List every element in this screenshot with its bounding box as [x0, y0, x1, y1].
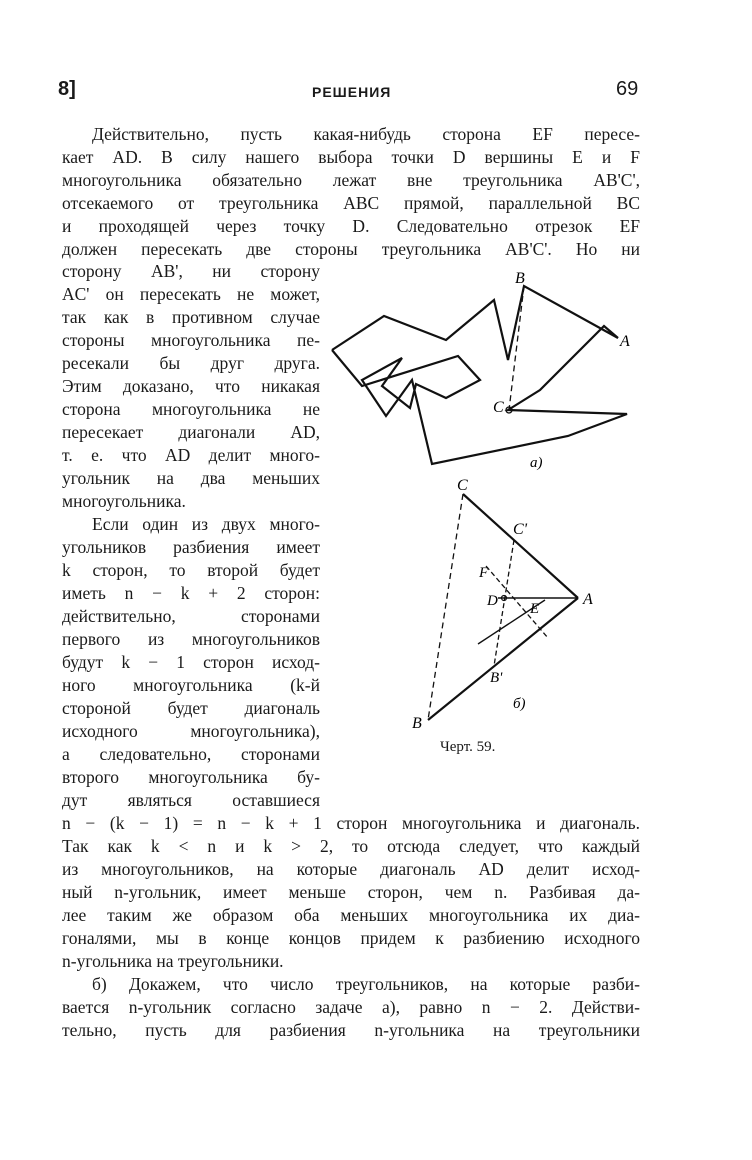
section-number: 8] — [58, 78, 76, 100]
text-line: k сторон, то второй будет — [62, 560, 320, 580]
text-line: n-угольника на треугольники. — [62, 951, 284, 971]
side-ab — [428, 598, 578, 720]
label-b-C-prime: C' — [513, 521, 528, 538]
text-line: дут являться оставшиеся — [62, 790, 320, 810]
text-line: б) Докажем, что число треугольников, на которые разби- — [92, 974, 640, 994]
text-line: стороны многоугольника пе- — [62, 330, 320, 350]
figure-caption: Черт. 59. — [440, 739, 496, 755]
text-line: лее таким же образом оба меньших многоугольника их диа- — [62, 905, 640, 925]
label-a-A: A — [620, 333, 630, 350]
text-line: сторону AB', ни сторону — [62, 261, 320, 281]
text-line: будут k − 1 сторон исход- — [62, 652, 320, 672]
label-b-B-prime: B' — [490, 670, 503, 686]
label-b-E: E — [530, 601, 540, 617]
side-cb-dashed — [428, 494, 463, 720]
running-title: РЕШЕНИЯ — [312, 84, 392, 100]
text-line: кает AD. В силу нашего выбора точки D вершины E и F — [62, 147, 640, 167]
text-line: Этим доказано, что никакая — [62, 376, 320, 396]
text-line: действительно, сторонами — [62, 606, 320, 626]
text-line: многоугольника обязательно лежат вне треугольника AB'C', — [62, 170, 640, 190]
nonconvex-polygon — [332, 286, 627, 464]
text-line: отсекаемого от треугольника ABC прямой, параллельной BC — [62, 193, 640, 213]
text-line: тельно, пусть для разбиения n-угольника на треугольники — [62, 1020, 640, 1040]
text-line: второго многоугольника бу- — [62, 767, 320, 787]
figure-a-polygon — [332, 286, 627, 464]
label-b-C: C — [457, 477, 468, 494]
text-line: многоугольника. — [62, 491, 186, 511]
text-line: Действительно, пусть какая-нибудь сторона EF пересе- — [92, 124, 640, 144]
text-line: так как в противном случае — [62, 307, 320, 327]
label-b-A: A — [583, 591, 593, 608]
text-line: Если один из двух много- — [92, 514, 320, 534]
text-line: исходного многоугольника), — [62, 721, 320, 741]
label-b-B: B — [412, 715, 422, 732]
figure-59 — [320, 262, 640, 732]
text-line: угольников разбиения имеет — [62, 537, 320, 557]
figure-b-triangle — [428, 494, 578, 720]
text-line: иметь n − k + 2 сторон: — [62, 583, 320, 603]
text-line: сторона многоугольника не — [62, 399, 320, 419]
text-line: Так как k < n и k > 2, то отсюда следует, что каждый — [62, 836, 640, 856]
panel-b-label: б) — [513, 696, 526, 712]
text-line: гоналями, мы в конце концов придем к разбиению исходного — [62, 928, 640, 948]
text-line: и проходящей через точку D. Следовательно отрезок EF — [62, 216, 640, 236]
text-line: первого из многоугольников — [62, 629, 320, 649]
label-b-D: D — [487, 593, 498, 609]
text-line: угольник на два меньших — [62, 468, 320, 488]
text-line: должен пересекать две стороны треугольника AB'C'. Но ни — [62, 239, 640, 259]
text-line: AC' он пересекать не может, — [62, 284, 320, 304]
text-line: ный n-угольник, имеет меньше сторон, чем n. Разбивая да- — [62, 882, 640, 902]
text-line: ного многоугольника (k-й — [62, 675, 320, 695]
text-line: вается n-угольник согласно задаче а), равно n − 2. Действи- — [62, 997, 640, 1017]
text-line: ресекали бы друг друга. — [62, 353, 320, 373]
text-line: т. е. что AD делит много- — [62, 445, 320, 465]
text-line: стороной будет диагональ — [62, 698, 320, 718]
label-a-B: B — [515, 270, 525, 287]
panel-a-label: а) — [530, 455, 543, 471]
page-number: 69 — [616, 78, 639, 100]
text-line: пересекает диагонали AD, — [62, 422, 320, 442]
label-a-C: C — [493, 399, 504, 416]
side-ca — [463, 494, 578, 598]
label-b-F: F — [479, 565, 489, 581]
text-line: n − (k − 1) = n − k + 1 сторон многоугольника и диагональ. — [62, 813, 640, 833]
text-line: из многоугольников, на которые диагональ AD делит исход- — [62, 859, 640, 879]
text-line: а следовательно, сторонами — [62, 744, 320, 764]
